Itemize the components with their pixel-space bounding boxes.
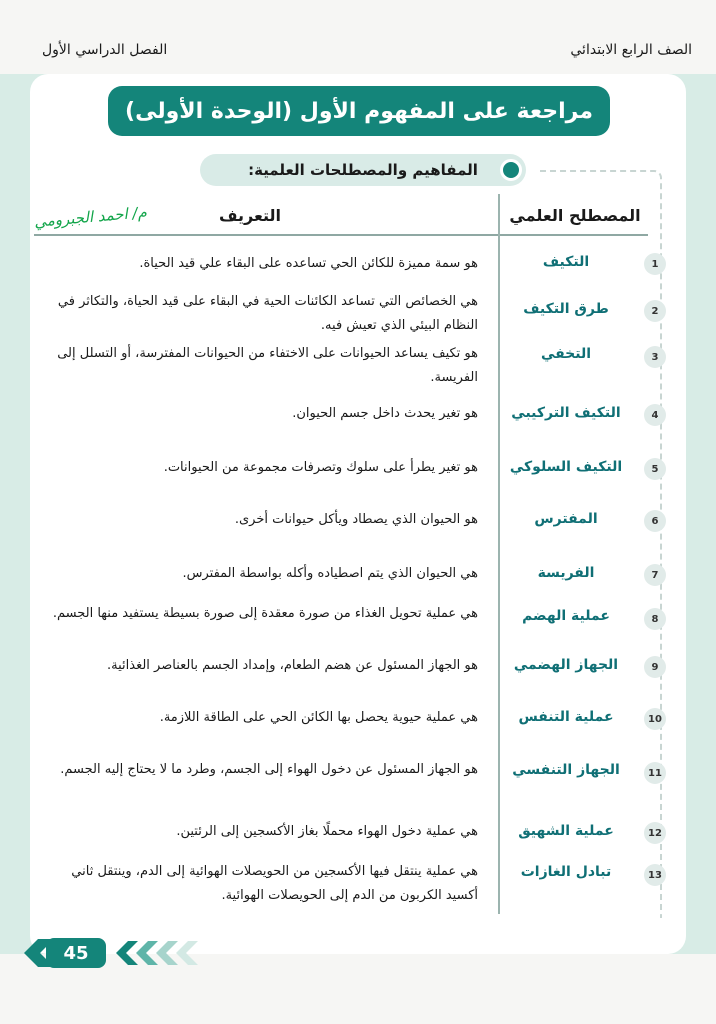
- row-number: 4: [644, 404, 666, 426]
- table-row: [34, 860, 662, 916]
- row-number: 10: [644, 708, 666, 730]
- header-divider: [34, 234, 648, 236]
- row-definition: هو الجهاز المسئول عن دخول الهواء إلى الجسم، وطرد ما لا يحتاج إليه الجسم.: [60, 762, 478, 777]
- row-term: التخفي: [540, 346, 592, 362]
- section-dot-icon: [500, 159, 522, 181]
- row-term: عملية التنفس: [518, 709, 614, 725]
- row-term: طرق التكيف: [523, 301, 609, 317]
- row-term: تبادل الغازات: [520, 864, 612, 880]
- handwritten-signature: م/ احمد الجبرومي: [33, 203, 148, 231]
- table-row: [34, 600, 659, 652]
- row-definition: هو تغير يحدث داخل جسم الحيوان.: [292, 406, 478, 421]
- row-definition: هي عملية تحويل الغذاء من صورة معقدة إلى صورة بسيطة يستفيد منها الجسم.: [52, 606, 478, 621]
- row-term: عملية الشهيق: [518, 823, 614, 839]
- page-number: 45: [46, 938, 106, 968]
- row-definition: هي عملية حيوية يحصل بها الكائن الحي على الطاقة اللازمة.: [159, 710, 478, 725]
- row-term: الفريسة: [537, 565, 595, 581]
- row-definition: هو تغير يطرأ على سلوك وتصرفات مجموعة من الحيوانات.: [163, 460, 478, 475]
- row-term: التكيف: [542, 254, 590, 270]
- table-row: [34, 654, 659, 694]
- table-row: [34, 290, 659, 342]
- row-term: عملية الهضم: [522, 608, 610, 624]
- row-definition: هو الحيوان الذي يصطاد ويأكل حيوانات أخرى.: [234, 512, 478, 527]
- row-definition: هو الجهاز المسئول عن هضم الطعام، وإمداد الجسم بالعناصر الغذائية.: [107, 658, 478, 673]
- table-row: [34, 758, 662, 814]
- table-row: [34, 510, 659, 550]
- column-header-term: المصطلح العلمي: [509, 205, 641, 225]
- row-number: 2: [644, 300, 666, 322]
- semester-label: الفصل الدراسي الأول: [42, 42, 168, 58]
- table-row: [34, 564, 659, 604]
- row-term: التكيف التركيبي: [511, 405, 621, 421]
- column-header-definition: التعريف: [218, 205, 282, 225]
- table-row: [34, 708, 662, 748]
- row-number: 11: [644, 762, 666, 784]
- table-row: [34, 458, 659, 498]
- row-number: 6: [644, 510, 666, 532]
- row-term: المفترس: [534, 511, 598, 527]
- row-term: الجهاز الهضمي: [513, 657, 619, 673]
- section-title: المفاهيم والمصطلحات العلمية:: [200, 154, 526, 186]
- row-number: 9: [644, 656, 666, 678]
- row-number: 5: [644, 458, 666, 480]
- table-row: [34, 246, 659, 282]
- table-row: [34, 342, 659, 394]
- row-number: 7: [644, 564, 666, 586]
- row-number: 13: [644, 864, 666, 886]
- row-number: 3: [644, 346, 666, 368]
- row-number: 12: [644, 822, 666, 844]
- row-definition: هو تكيف يساعد الحيوانات على الاختفاء من الحيوانات المفترسة، أو التسلل إلى الفريسة.: [57, 346, 478, 385]
- terms-table: [34, 238, 662, 918]
- row-definition: هي عملية دخول الهواء محملًا بغاز الأكسجين إلى الرئتين.: [176, 824, 478, 839]
- table-row: [34, 404, 659, 444]
- row-definition: هو سمة مميزة للكائن الحي تساعده على البقاء علي قيد الحياة.: [139, 256, 478, 271]
- row-number: 1: [644, 253, 666, 275]
- grade-label: الصف الرابع الابتدائي: [570, 42, 692, 58]
- row-definition: هي عملية ينتقل فيها الأكسجين من الحويصلات الهوائية إلى الدم، وينتقل ثاني أكسيد الكربون من الدم إلى الحويصلات الهوائية.: [71, 864, 478, 903]
- table-row: [34, 822, 662, 862]
- row-definition: هي الخصائص التي تساعد الكائنات الحية في البقاء على قيد الحياة، والتكاثر في النظام البيئي الذي تعيش فيه.: [57, 294, 478, 333]
- row-term: الجهاز التنفسي: [512, 762, 620, 778]
- row-number: 8: [644, 608, 666, 630]
- page-title: مراجعة على المفهوم الأول (الوحدة الأولى): [108, 86, 610, 136]
- row-definition: هي الحيوان الذي يتم اصطياده وأكله بواسطة المفترس.: [182, 566, 478, 581]
- row-term: التكيف السلوكي: [509, 459, 623, 475]
